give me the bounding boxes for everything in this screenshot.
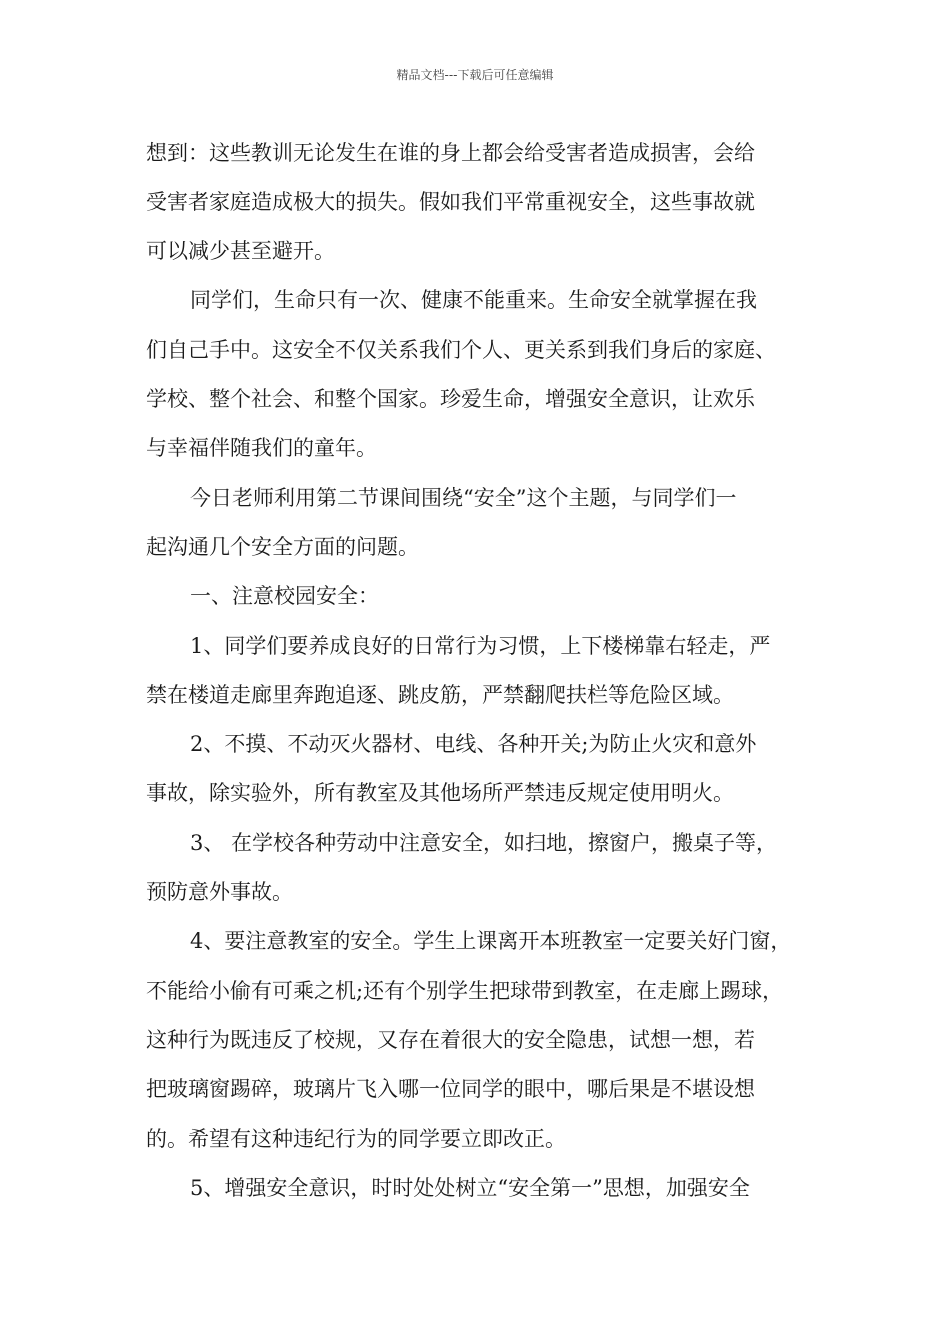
text-line: 2、不摸、不动灭火器材、电线、各种开关;为防止火灾和意外 [190,732,757,756]
text-line: 1、同学们要养成良好的日常行为习惯，上下楼梯靠右轻走，严 [190,634,771,658]
text-line: 把玻璃窗踢碎，玻璃片飞入哪一位同学的眼中，哪后果是不堪设想 [146,1077,755,1101]
text-line: 3、 在学校各种劳动中注意安全，如扫地，擦窗户，搬桌子等， [190,831,778,855]
text-line: 预防意外事故。 [146,880,293,904]
text-line: 不能给小偷有可乘之机;还有个别学生把球带到教室，在走廊上踢球， [146,979,784,1003]
text-line: 受害者家庭造成极大的损失。假如我们平常重视安全，这些事故就 [146,190,755,214]
page-header: 精品文档---下载后可任意编辑 [396,68,554,82]
text-line: 4、要注意教室的安全。学生上课离开本班教室一定要关好门窗， [190,929,792,953]
text-line: 今日老师利用第二节课间围绕“安全”这个主题，与同学们一 [190,486,737,510]
text-line: 同学们，生命只有一次、健康不能重来。生命安全就掌握在我 [190,288,757,312]
text-line: 事故，除实验外，所有教室及其他场所严禁违反规定使用明火。 [146,781,734,805]
text-line: 一、注意校园安全： [190,584,379,608]
text-line: 可以减少甚至避开。 [146,239,335,263]
text-line: 学校、整个社会、和整个国家。珍爱生命，增强安全意识，让欢乐 [146,387,755,411]
text-line: 们自己手中。这安全不仅关系我们个人、更关系到我们身后的家庭、 [146,338,776,362]
text-line: 起沟通几个安全方面的问题。 [146,535,419,559]
text-line: 的。希望有这种违纪行为的同学要立即改正。 [146,1127,566,1151]
text-line: 这种行为既违反了校规，又存在着很大的安全隐患，试想一想，若 [146,1028,755,1052]
text-line: 禁在楼道走廊里奔跑追逐、跳皮筋，严禁翻爬扶栏等危险区域。 [146,683,734,707]
text-line: 与幸福伴随我们的童年。 [146,436,377,460]
text-line: 5、增强安全意识，时时处处树立“安全第一”思想，加强安全 [190,1176,750,1200]
text-line: 想到：这些教训无论发生在谁的身上都会给受害者造成损害，会给 [146,141,755,165]
